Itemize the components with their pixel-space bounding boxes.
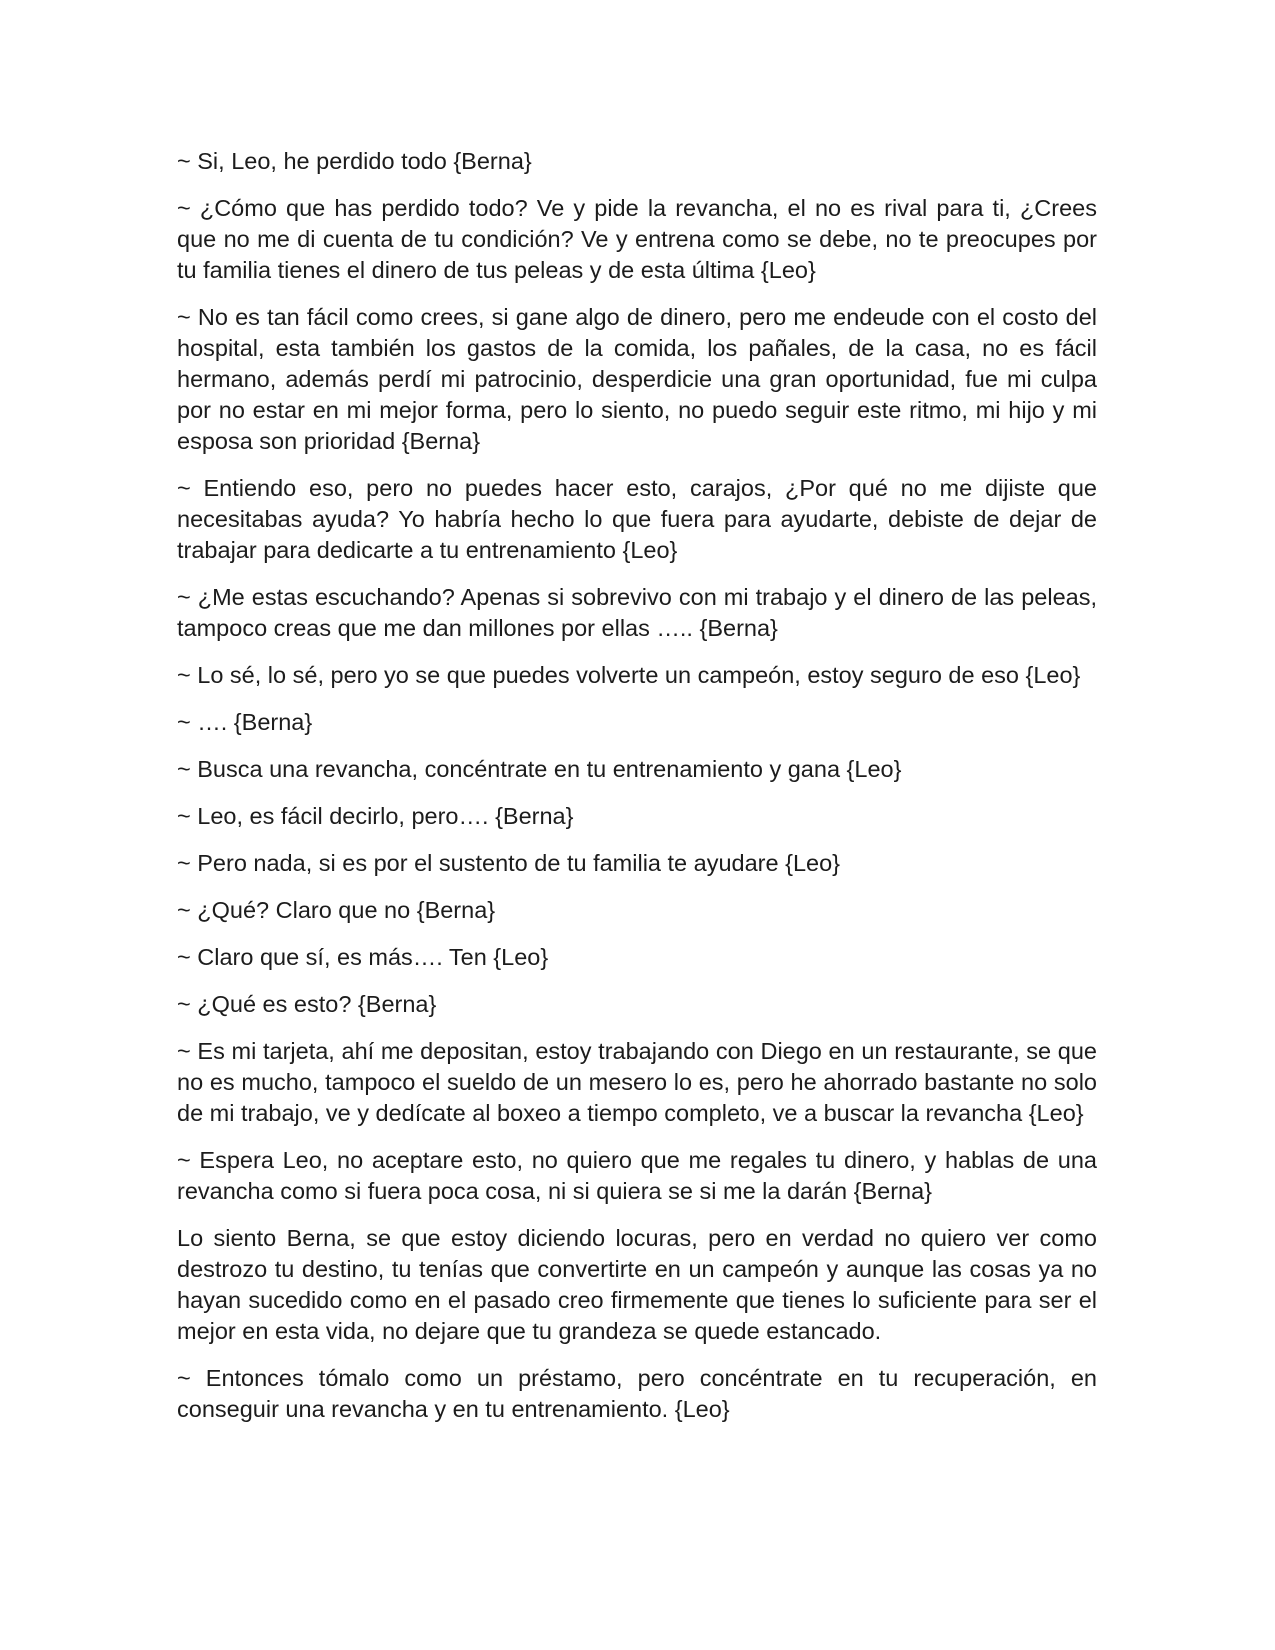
dialogue-paragraph: ~ ¿Me estas escuchando? Apenas si sobrevivo con mi trabajo y el dinero de las peleas, tampoco creas que me dan millones por ellas ….. {Berna} (177, 584, 1097, 641)
dialogue-paragraph: ~ Lo sé, lo sé, pero yo se que puedes volverte un campeón, estoy seguro de eso {Leo} (177, 662, 1081, 688)
dialogue-paragraph: ~ Es mi tarjeta, ahí me depositan, estoy trabajando con Diego en un restaurante, se que no es mucho, tampoco el sueldo de un mesero lo es, pero he ahorrado bastante no solo de mi trabajo, ve y dedícate al boxeo a tiempo completo, ve a buscar la revancha {Leo} (177, 1038, 1097, 1126)
dialogue-paragraph: ~ No es tan fácil como crees, si gane algo de dinero, pero me endeude con el costo del hospital, esta también los gastos de la comida, los pañales, de la casa, no es fácil hermano, además perdí mi patrocinio, desperdicie una gran oportunidad, fue mi culpa por no estar en mi mejor forma, pero lo siento, no puedo seguir este ritmo, mi hijo y mi esposa son prioridad {Berna} (177, 304, 1097, 454)
dialogue-paragraph: ~ …. {Berna} (177, 709, 313, 735)
dialogue-paragraph: ~ Espera Leo, no aceptare esto, no quiero que me regales tu dinero, y hablas de una revancha como si fuera poca cosa, ni si quiera se si me la darán {Berna} (177, 1147, 1097, 1204)
dialogue-paragraph: ~ Leo, es fácil decirlo, pero…. {Berna} (177, 803, 574, 829)
dialogue-paragraph: ~ Busca una revancha, concéntrate en tu entrenamiento y gana {Leo} (177, 756, 902, 782)
dialogue-paragraph: ~ ¿Cómo que has perdido todo? Ve y pide la revancha, el no es rival para ti, ¿Crees que no me di cuenta de tu condición? Ve y entrena como se debe, no te preocupes por tu familia tienes el dinero de tus peleas y de esta última {Leo} (177, 195, 1097, 283)
dialogue-paragraph: ~ Entonces tómalo como un préstamo, pero concéntrate en tu recuperación, en conseguir una revancha y en tu entrenamiento. {Leo} (177, 1365, 1097, 1422)
narration-paragraph: Lo siento Berna, se que estoy diciendo locuras, pero en verdad no quiero ver como destrozo tu destino, tu tenías que convertirte en un campeón y aunque las cosas ya no hayan sucedido como en el pasado creo firmemente que tienes lo suficiente para ser el mejor en esta vida, no dejare que tu grandeza se quede estancado. (177, 1225, 1097, 1344)
dialogue-paragraph: ~ ¿Qué es esto? {Berna} (177, 991, 437, 1017)
dialogue-paragraph: ~ Pero nada, si es por el sustento de tu familia te ayudare {Leo} (177, 850, 841, 876)
dialogue-paragraph: ~ Claro que sí, es más…. Ten {Leo} (177, 944, 549, 970)
dialogue-paragraph: ~ Entiendo eso, pero no puedes hacer esto, carajos, ¿Por qué no me dijiste que necesitabas ayuda? Yo habría hecho lo que fuera para ayudarte, debiste de dejar de trabajar para dedicarte a tu entrenamiento {Leo} (177, 475, 1097, 563)
dialogue-paragraph: ~ Si, Leo, he perdido todo {Berna} (177, 148, 532, 174)
dialogue-paragraph: ~ ¿Qué? Claro que no {Berna} (177, 897, 496, 923)
document-body (177, 146, 1097, 1441)
